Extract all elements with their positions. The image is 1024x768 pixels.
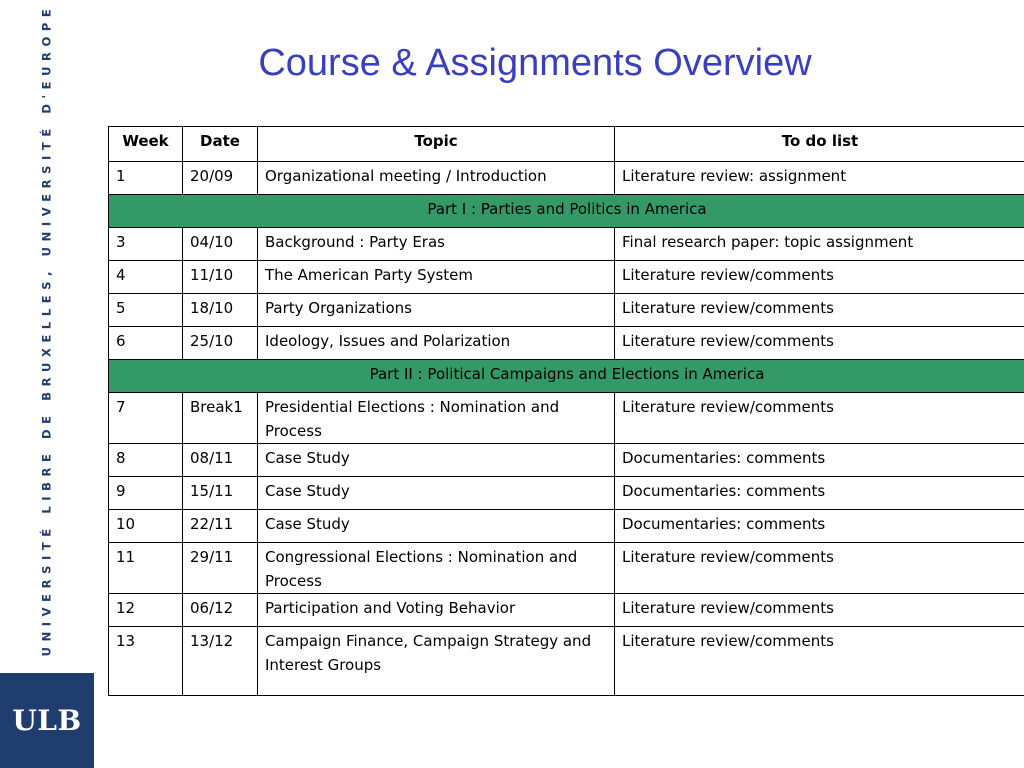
cell-topic: Congressional Elections : Nomination and Process bbox=[258, 543, 615, 594]
cell-week: 1 bbox=[109, 162, 183, 195]
part-header-row bbox=[109, 195, 1024, 228]
cell-week: 3 bbox=[109, 228, 183, 261]
cell-date: 25/10 bbox=[183, 327, 258, 360]
cell-date: 04/10 bbox=[183, 228, 258, 261]
cell-date: 18/10 bbox=[183, 294, 258, 327]
cell-todo: Literature review/comments bbox=[615, 393, 1024, 444]
cell-week: 9 bbox=[109, 477, 183, 510]
slide-title: Course & Assignments Overview bbox=[258, 42, 812, 84]
cell-topic: Participation and Voting Behavior bbox=[258, 594, 615, 627]
cell-topic: Case Study bbox=[258, 444, 615, 477]
cell-week: 7 bbox=[109, 393, 183, 444]
cell-todo: Literature review/comments bbox=[615, 327, 1024, 360]
table-row bbox=[109, 477, 1024, 510]
cell-week: 10 bbox=[109, 510, 183, 543]
ulb-logo-text: ULB bbox=[12, 704, 82, 737]
table-row bbox=[109, 294, 1024, 327]
table-row bbox=[109, 543, 1024, 594]
table-row bbox=[109, 327, 1024, 360]
cell-topic: Ideology, Issues and Polarization bbox=[258, 327, 615, 360]
table-row bbox=[109, 444, 1024, 477]
table-row bbox=[109, 627, 1024, 696]
cell-todo: Literature review/comments bbox=[615, 543, 1024, 594]
cell-week: 6 bbox=[109, 327, 183, 360]
cell-topic: Case Study bbox=[258, 510, 615, 543]
cell-date: 11/10 bbox=[183, 261, 258, 294]
cell-topic: Party Organizations bbox=[258, 294, 615, 327]
table-row bbox=[109, 594, 1024, 627]
table-row bbox=[109, 261, 1024, 294]
header-week: Week bbox=[109, 127, 183, 162]
cell-todo: Documentaries: comments bbox=[615, 477, 1024, 510]
cell-topic: Organizational meeting / Introduction bbox=[258, 162, 615, 195]
cell-date: 20/09 bbox=[183, 162, 258, 195]
cell-date: 06/12 bbox=[183, 594, 258, 627]
cell-todo: Documentaries: comments bbox=[615, 444, 1024, 477]
table-row bbox=[109, 393, 1024, 444]
cell-todo: Literature review/comments bbox=[615, 261, 1024, 294]
university-name: UNIVERSITÉ LIBRE DE BRUXELLES, UNIVERSITÉ D'EUROPE bbox=[39, 3, 53, 657]
course-schedule-table bbox=[108, 126, 1024, 696]
table-row bbox=[109, 228, 1024, 261]
cell-week: 4 bbox=[109, 261, 183, 294]
cell-topic: Background : Party Eras bbox=[258, 228, 615, 261]
cell-todo: Final research paper: topic assignment bbox=[615, 228, 1024, 261]
header-date: Date bbox=[183, 127, 258, 162]
cell-week: 12 bbox=[109, 594, 183, 627]
table-row bbox=[109, 162, 1024, 195]
cell-date: 22/11 bbox=[183, 510, 258, 543]
cell-week: 13 bbox=[109, 627, 183, 696]
header-todo: To do list bbox=[615, 127, 1024, 162]
cell-date: Break1 bbox=[183, 393, 258, 444]
part-heading: Part I : Parties and Politics in America bbox=[109, 195, 1024, 228]
cell-date: 08/11 bbox=[183, 444, 258, 477]
cell-week: 11 bbox=[109, 543, 183, 594]
table-row bbox=[109, 510, 1024, 543]
cell-topic: Campaign Finance, Campaign Strategy and Interest Groups bbox=[258, 627, 615, 696]
cell-todo: Literature review: assignment bbox=[615, 162, 1024, 195]
cell-todo: Literature review/comments bbox=[615, 627, 1024, 696]
cell-todo: Literature review/comments bbox=[615, 594, 1024, 627]
university-vertical-text bbox=[36, 0, 56, 660]
part-heading: Part II : Political Campaigns and Elections in America bbox=[109, 360, 1024, 393]
cell-todo: Documentaries: comments bbox=[615, 510, 1024, 543]
cell-week: 5 bbox=[109, 294, 183, 327]
table-header-row bbox=[109, 127, 1024, 162]
cell-topic: Case Study bbox=[258, 477, 615, 510]
cell-todo: Literature review/comments bbox=[615, 294, 1024, 327]
cell-topic: The American Party System bbox=[258, 261, 615, 294]
ulb-logo bbox=[0, 673, 94, 768]
cell-date: 13/12 bbox=[183, 627, 258, 696]
header-topic: Topic bbox=[258, 127, 615, 162]
part-header-row bbox=[109, 360, 1024, 393]
cell-date: 15/11 bbox=[183, 477, 258, 510]
cell-week: 8 bbox=[109, 444, 183, 477]
cell-topic: Presidential Elections : Nomination and Process bbox=[258, 393, 615, 444]
cell-date: 29/11 bbox=[183, 543, 258, 594]
